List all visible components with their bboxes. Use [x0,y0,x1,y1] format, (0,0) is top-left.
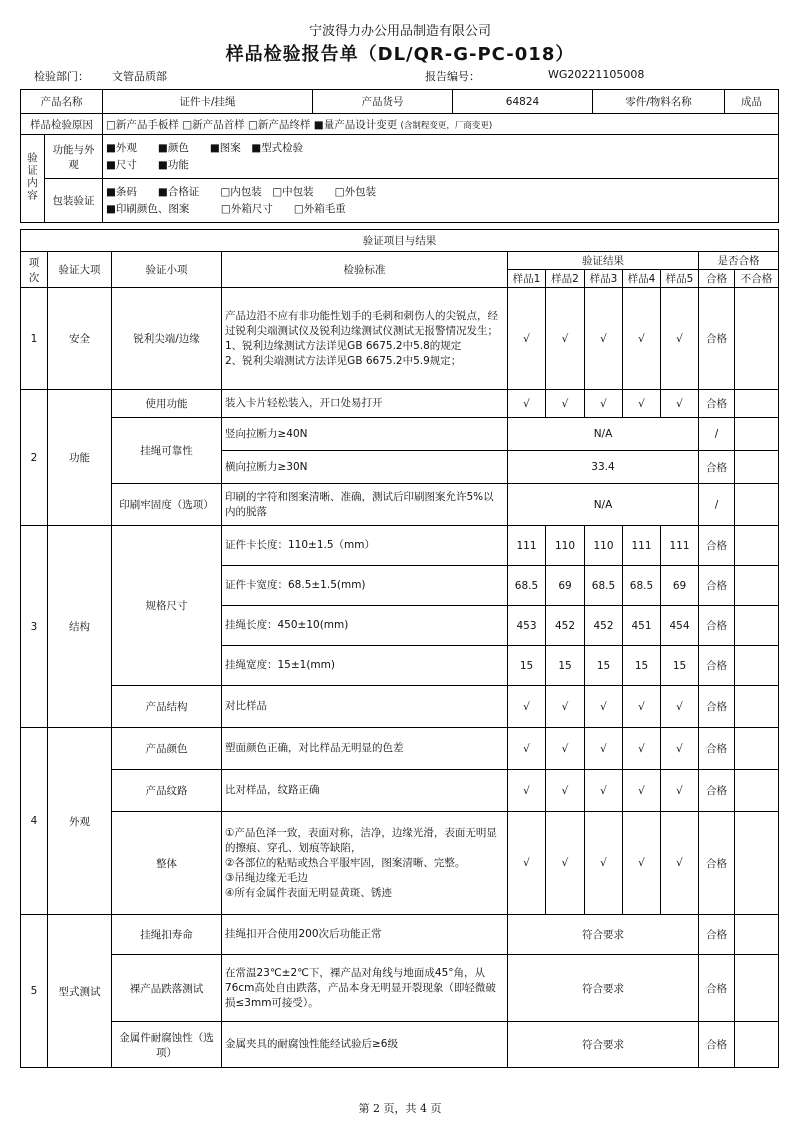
verdict-fail [735,955,779,1022]
verdict-fail [735,728,779,770]
minor-item: 使用功能 [112,390,222,418]
col-pass-yes: 合格 [699,270,735,288]
minor-item: 产品颜色 [112,728,222,770]
standard-text: 挂绳宽度：15±1(mm) [222,646,508,686]
table-row [21,728,779,770]
report-title: 样品检验报告单（DL/QR-G-PC-018） [225,44,575,65]
reason-options-text: □新产品手板样 □新产品首样 □新产品终样 ■量产品设计变更 [106,118,398,131]
sample-4-value: √ [623,288,661,390]
verdict: 合格 [699,728,735,770]
product-code-label: 产品货号 [313,90,453,114]
sample-4-value: 111 [623,526,661,566]
group-index: 1 [21,288,48,390]
part-name-label: 零件/物料名称 [593,90,725,114]
sample-2-value: √ [546,288,585,390]
sample-3-value: 452 [585,606,623,646]
sample-3-value: √ [585,812,623,915]
sample-5-value: 15 [661,646,699,686]
sample-2-value: √ [546,770,585,812]
sample-4-value: √ [623,812,661,915]
group-major: 型式测试 [48,915,112,1068]
reason-label: 样品检验原因 [21,114,103,135]
verdict-fail [735,484,779,526]
minor-item: 印刷牢固度（选项） [112,484,222,526]
verdict: 合格 [699,955,735,1022]
product-code-value: 64824 [453,90,593,114]
sample-5-value: √ [661,686,699,728]
standard-text: 塑面颜色正确，对比样品无明显的色差 [222,728,508,770]
sample-5-value: √ [661,728,699,770]
verify-content-text: 验证内容 [26,152,38,202]
sample-1-value: 111 [508,526,546,566]
sample-3-value: √ [585,390,623,418]
verdict: 合格 [699,451,735,484]
func-appearance-label: 功能与外观 [45,135,103,179]
col-sample-2: 样品2 [546,270,585,288]
pack-line-2: ■印刷颜色、图案 □外箱尺寸 □外箱毛重 [106,202,346,215]
company-name: 宁波得力办公用品制造有限公司 [308,24,491,39]
sample-3-value: √ [585,686,623,728]
page-footer: 第 2 页，共 4 页 [358,1102,442,1115]
verdict-fail [735,566,779,606]
packaging-options [103,179,779,223]
func-line-1: ■外观 ■颜色 ■图案 ■型式检验 [106,141,304,154]
sample-3-value: 15 [585,646,623,686]
product-name-value: 证件卡/挂绳 [103,90,313,114]
verdict: 合格 [699,288,735,390]
standard-text: 证件卡宽度：68.5±1.5(mm) [222,566,508,606]
group-major: 安全 [48,288,112,390]
sample-1-value: 15 [508,646,546,686]
verdict-fail [735,390,779,418]
minor-item: 金属件耐腐蚀性（选项） [112,1022,222,1068]
col-pass: 是否合格 [699,252,779,270]
merged-result: 符合要求 [508,1022,699,1068]
sample-5-value: 111 [661,526,699,566]
standard-text: 竖向拉断力≥40N [222,418,508,451]
verdict: 合格 [699,566,735,606]
group-index: 2 [21,390,48,526]
standard-text: 印刷的字符和图案清晰、准确，测试后印刷图案允许5%以内的脱落 [222,484,508,526]
col-major: 验证大项 [48,252,112,288]
sample-4-value: √ [623,390,661,418]
results-body [21,288,779,1068]
sample-1-value: 453 [508,606,546,646]
verdict: 合格 [699,686,735,728]
table-row [21,390,779,418]
table-row [21,288,779,390]
group-index: 5 [21,915,48,1068]
minor-item: 规格尺寸 [112,526,222,686]
minor-item: 产品结构 [112,686,222,728]
sample-5-value: √ [661,770,699,812]
results-table [20,229,779,1068]
group-index: 3 [21,526,48,728]
verdict: 合格 [699,915,735,955]
table-row [21,526,779,566]
standard-text: 对比样品 [222,686,508,728]
standard-text: 证件卡长度：110±1.5（mm） [222,526,508,566]
col-sample-5: 样品5 [661,270,699,288]
reason-note: (含制程变更，厂商变更) [400,120,493,131]
sample-1-value: √ [508,288,546,390]
col-standard: 检验标准 [222,252,508,288]
sample-1-value: 68.5 [508,566,546,606]
minor-item: 挂绳可靠性 [112,418,222,484]
sample-4-value: √ [623,728,661,770]
sample-1-value: √ [508,770,546,812]
sample-1-value: √ [508,812,546,915]
sample-3-value: √ [585,770,623,812]
verdict: / [699,418,735,451]
verdict: 合格 [699,390,735,418]
pack-line-1: ■条码 ■合格证 □内包装 □中包装 □外包装 [106,185,377,198]
dept-label: 检验部门： [34,70,89,83]
table-row [21,418,779,451]
sample-1-value: √ [508,390,546,418]
verdict: / [699,484,735,526]
table-row [21,955,779,1022]
col-sample-4: 样品4 [623,270,661,288]
standard-text: 挂绳扣开合使用200次后功能正常 [222,915,508,955]
verdict-fail [735,288,779,390]
sample-4-value: 68.5 [623,566,661,606]
group-index: 4 [21,728,48,915]
table-row [21,770,779,812]
col-pass-no: 不合格 [735,270,779,288]
verdict-fail [735,606,779,646]
sample-1-value: √ [508,686,546,728]
col-index: 项次 [21,252,48,288]
verdict: 合格 [699,526,735,566]
results-section-title: 验证项目与结果 [21,230,779,252]
verdict-fail [735,770,779,812]
merged-result: 符合要求 [508,915,699,955]
verdict: 合格 [699,646,735,686]
minor-item: 锐利尖端/边缘 [112,288,222,390]
verdict: 合格 [699,1022,735,1068]
sample-3-value: 110 [585,526,623,566]
sample-5-value: 69 [661,566,699,606]
verdict: 合格 [699,812,735,915]
verify-content-label [21,135,45,223]
verdict-fail [735,646,779,686]
standard-text: 产品边沿不应有非功能性划手的毛刺和刺伤人的尖锐点，经过锐利尖端测试仪及锐利边缘测试仪测试无报警情况发生； 1、锐利边缘测试方法详见GB 6675.2中5.8的规定 2、锐利尖端测试方法详见GB 6675.2中5.9规定； [222,288,508,390]
sample-4-value: √ [623,770,661,812]
packaging-label: 包装验证 [45,179,103,223]
verdict-fail [735,451,779,484]
info-table [20,89,779,223]
sample-3-value: √ [585,728,623,770]
standard-text: 横向拉断力≥30N [222,451,508,484]
table-row [21,484,779,526]
table-row [21,915,779,955]
minor-item: 产品纹路 [112,770,222,812]
sample-2-value: 69 [546,566,585,606]
table-row [21,1022,779,1068]
sample-5-value: √ [661,288,699,390]
table-row [21,812,779,915]
standard-text: 金属夹具的耐腐蚀性能经试验后≥6级 [222,1022,508,1068]
col-result: 验证结果 [508,252,699,270]
standard-text: ①产品色泽一致，表面对称，洁净，边缘光滑，表面无明显的擦痕、穿孔、划痕等缺陷， ②各部位的粘贴或热合平服牢固，图案清晰、完整。 ③吊绳边缘无毛边 ④所有金属件表面无明显黄斑、锈迹 [222,812,508,915]
verdict-fail [735,915,779,955]
sample-3-value: √ [585,288,623,390]
sample-4-value: 15 [623,646,661,686]
standard-text: 装入卡片轻松装入，开口处易打开 [222,390,508,418]
sample-2-value: √ [546,686,585,728]
sample-4-value: 451 [623,606,661,646]
verdict-fail [735,686,779,728]
reason-options [103,114,779,135]
sample-3-value: 68.5 [585,566,623,606]
func-line-2: ■尺寸 ■功能 [106,158,189,171]
sample-2-value: √ [546,390,585,418]
func-appearance-options [103,135,779,179]
standard-text: 在常温23℃±2℃下，裸产品对角线与地面成45°角，从76cm高处自由跌落，产品本身无明显开裂现象（即轻微破损≤3mm可接受）。 [222,955,508,1022]
verdict-fail [735,1022,779,1068]
col-minor: 验证小项 [112,252,222,288]
sample-1-value: √ [508,728,546,770]
report-no-value: WG20221105008 [548,68,645,81]
group-major: 外观 [48,728,112,915]
sample-2-value: 110 [546,526,585,566]
merged-result: N/A [508,484,699,526]
standard-text: 挂绳长度：450±10(mm) [222,606,508,646]
minor-item: 裸产品跌落测试 [112,955,222,1022]
col-sample-3: 样品3 [585,270,623,288]
merged-result: 符合要求 [508,955,699,1022]
sample-5-value: √ [661,812,699,915]
sample-2-value: √ [546,728,585,770]
verdict-fail [735,418,779,451]
part-name-value: 成品 [725,90,779,114]
report-no-label: 报告编号： [425,70,480,83]
sample-4-value: √ [623,686,661,728]
verdict: 合格 [699,770,735,812]
sample-2-value: √ [546,812,585,915]
standard-text: 比对样品，纹路正确 [222,770,508,812]
product-name-label: 产品名称 [21,90,103,114]
sample-5-value: √ [661,390,699,418]
dept-value: 文管品质部 [112,70,167,83]
group-major: 功能 [48,390,112,526]
verdict-fail [735,812,779,915]
sample-5-value: 454 [661,606,699,646]
sample-2-value: 452 [546,606,585,646]
merged-result: N/A [508,418,699,451]
merged-result: 33.4 [508,451,699,484]
verdict-fail [735,526,779,566]
group-major: 结构 [48,526,112,728]
minor-item: 挂绳扣寿命 [112,915,222,955]
col-sample-1: 样品1 [508,270,546,288]
table-row [21,686,779,728]
sample-2-value: 15 [546,646,585,686]
minor-item: 整体 [112,812,222,915]
verdict: 合格 [699,606,735,646]
